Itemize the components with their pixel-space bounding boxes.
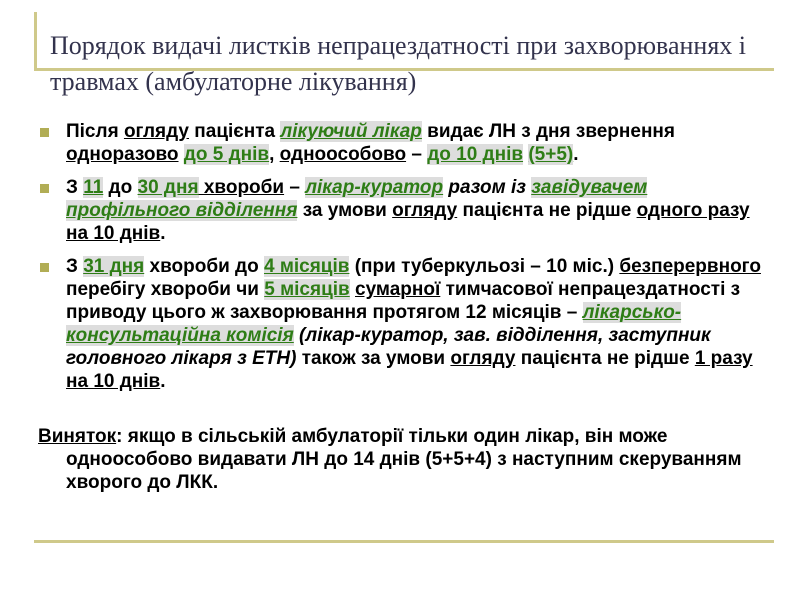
title-frame-vertical-line bbox=[34, 12, 37, 70]
slide-content bbox=[38, 120, 763, 494]
underlined-text: огляду bbox=[123, 121, 189, 142]
highlighted-term: 5 місяців bbox=[264, 279, 350, 300]
underlined-text: одноособово bbox=[279, 144, 407, 165]
text-run: Після bbox=[66, 121, 124, 142]
underlined-text: огляду bbox=[392, 200, 458, 221]
text-run: перебігу хвороби чи bbox=[66, 279, 265, 300]
text-run: З bbox=[66, 177, 84, 198]
text-run: також за умови bbox=[296, 348, 451, 369]
square-bullet-icon bbox=[40, 128, 49, 137]
italic-text: (лікар-куратор, зав. відділення, заступник головного лікаря з ЕТН) bbox=[66, 325, 711, 369]
underlined-text: хвороби bbox=[198, 177, 285, 198]
text-run: пацієнта не рідше bbox=[515, 348, 695, 369]
text-run: . bbox=[160, 371, 166, 392]
text-run bbox=[179, 144, 184, 165]
underlined-text: огляду bbox=[450, 348, 516, 369]
text-run: . bbox=[573, 144, 579, 165]
exception-text: : якщо в сільській амбулаторії тільки один лікар, він може одноособово видавати ЛН до 14 днів (5+5+4) з наступним скеруванням хворого до ЛКК. bbox=[66, 426, 742, 493]
highlighted-term: (5+5) bbox=[528, 144, 574, 165]
text-run: , bbox=[269, 144, 280, 165]
bullet-item-2 bbox=[38, 176, 763, 245]
bullet-item-1 bbox=[38, 120, 763, 166]
underlined-text: 1 разу на 10 днів bbox=[66, 348, 753, 392]
text-run: пацієнта bbox=[189, 121, 281, 142]
text-run: – bbox=[406, 144, 428, 165]
bottom-frame-line bbox=[34, 540, 774, 543]
text-run: пацієнта не рідше bbox=[457, 200, 637, 221]
highlighted-term: до 5 днів bbox=[183, 144, 270, 165]
highlighted-term: до 10 днів bbox=[427, 144, 524, 165]
text-run: видає ЛН з дня звернення bbox=[421, 121, 675, 142]
underlined-text: одноразово bbox=[66, 144, 179, 165]
text-run: . bbox=[160, 223, 166, 244]
text-run: до bbox=[103, 177, 138, 198]
text-run: – bbox=[284, 177, 306, 198]
text-run: хвороби до bbox=[144, 256, 264, 277]
text-run: за умови bbox=[297, 200, 393, 221]
underlined-text: сумарної bbox=[355, 279, 441, 300]
text-run: тимчасової непрацездатності з приводу цього ж захворювання протягом 12 місяців – bbox=[66, 279, 741, 323]
slide-title: Порядок видачі листків непрацездатності при захворюваннях і травмах (амбулаторне лікування) bbox=[50, 31, 747, 96]
highlighted-term: лікарсько-консультаційна комісія bbox=[66, 302, 682, 346]
highlighted-term: лікар-куратор bbox=[305, 177, 444, 198]
italic-text: разом із bbox=[443, 177, 532, 198]
text-run: З bbox=[66, 256, 84, 277]
text-run: (при туберкульозі – 10 міс.) bbox=[349, 256, 620, 277]
underlined-text: безперервного bbox=[619, 256, 761, 277]
highlighted-term: 30 дня bbox=[137, 177, 199, 198]
underlined-text: одного разу на 10 днів bbox=[66, 200, 750, 244]
square-bullet-icon bbox=[40, 263, 49, 272]
exception-note bbox=[38, 425, 763, 494]
bullet-item-3 bbox=[38, 255, 763, 393]
exception-label: Виняток bbox=[38, 426, 117, 447]
highlighted-term: завідувачем профільного відділення bbox=[66, 177, 648, 221]
highlighted-term: 11 bbox=[83, 177, 104, 198]
highlighted-term: 4 місяців bbox=[263, 256, 350, 277]
square-bullet-icon bbox=[40, 184, 49, 193]
highlighted-term: лікуючий лікар bbox=[280, 121, 422, 142]
highlighted-term: 31 дня bbox=[83, 256, 145, 277]
